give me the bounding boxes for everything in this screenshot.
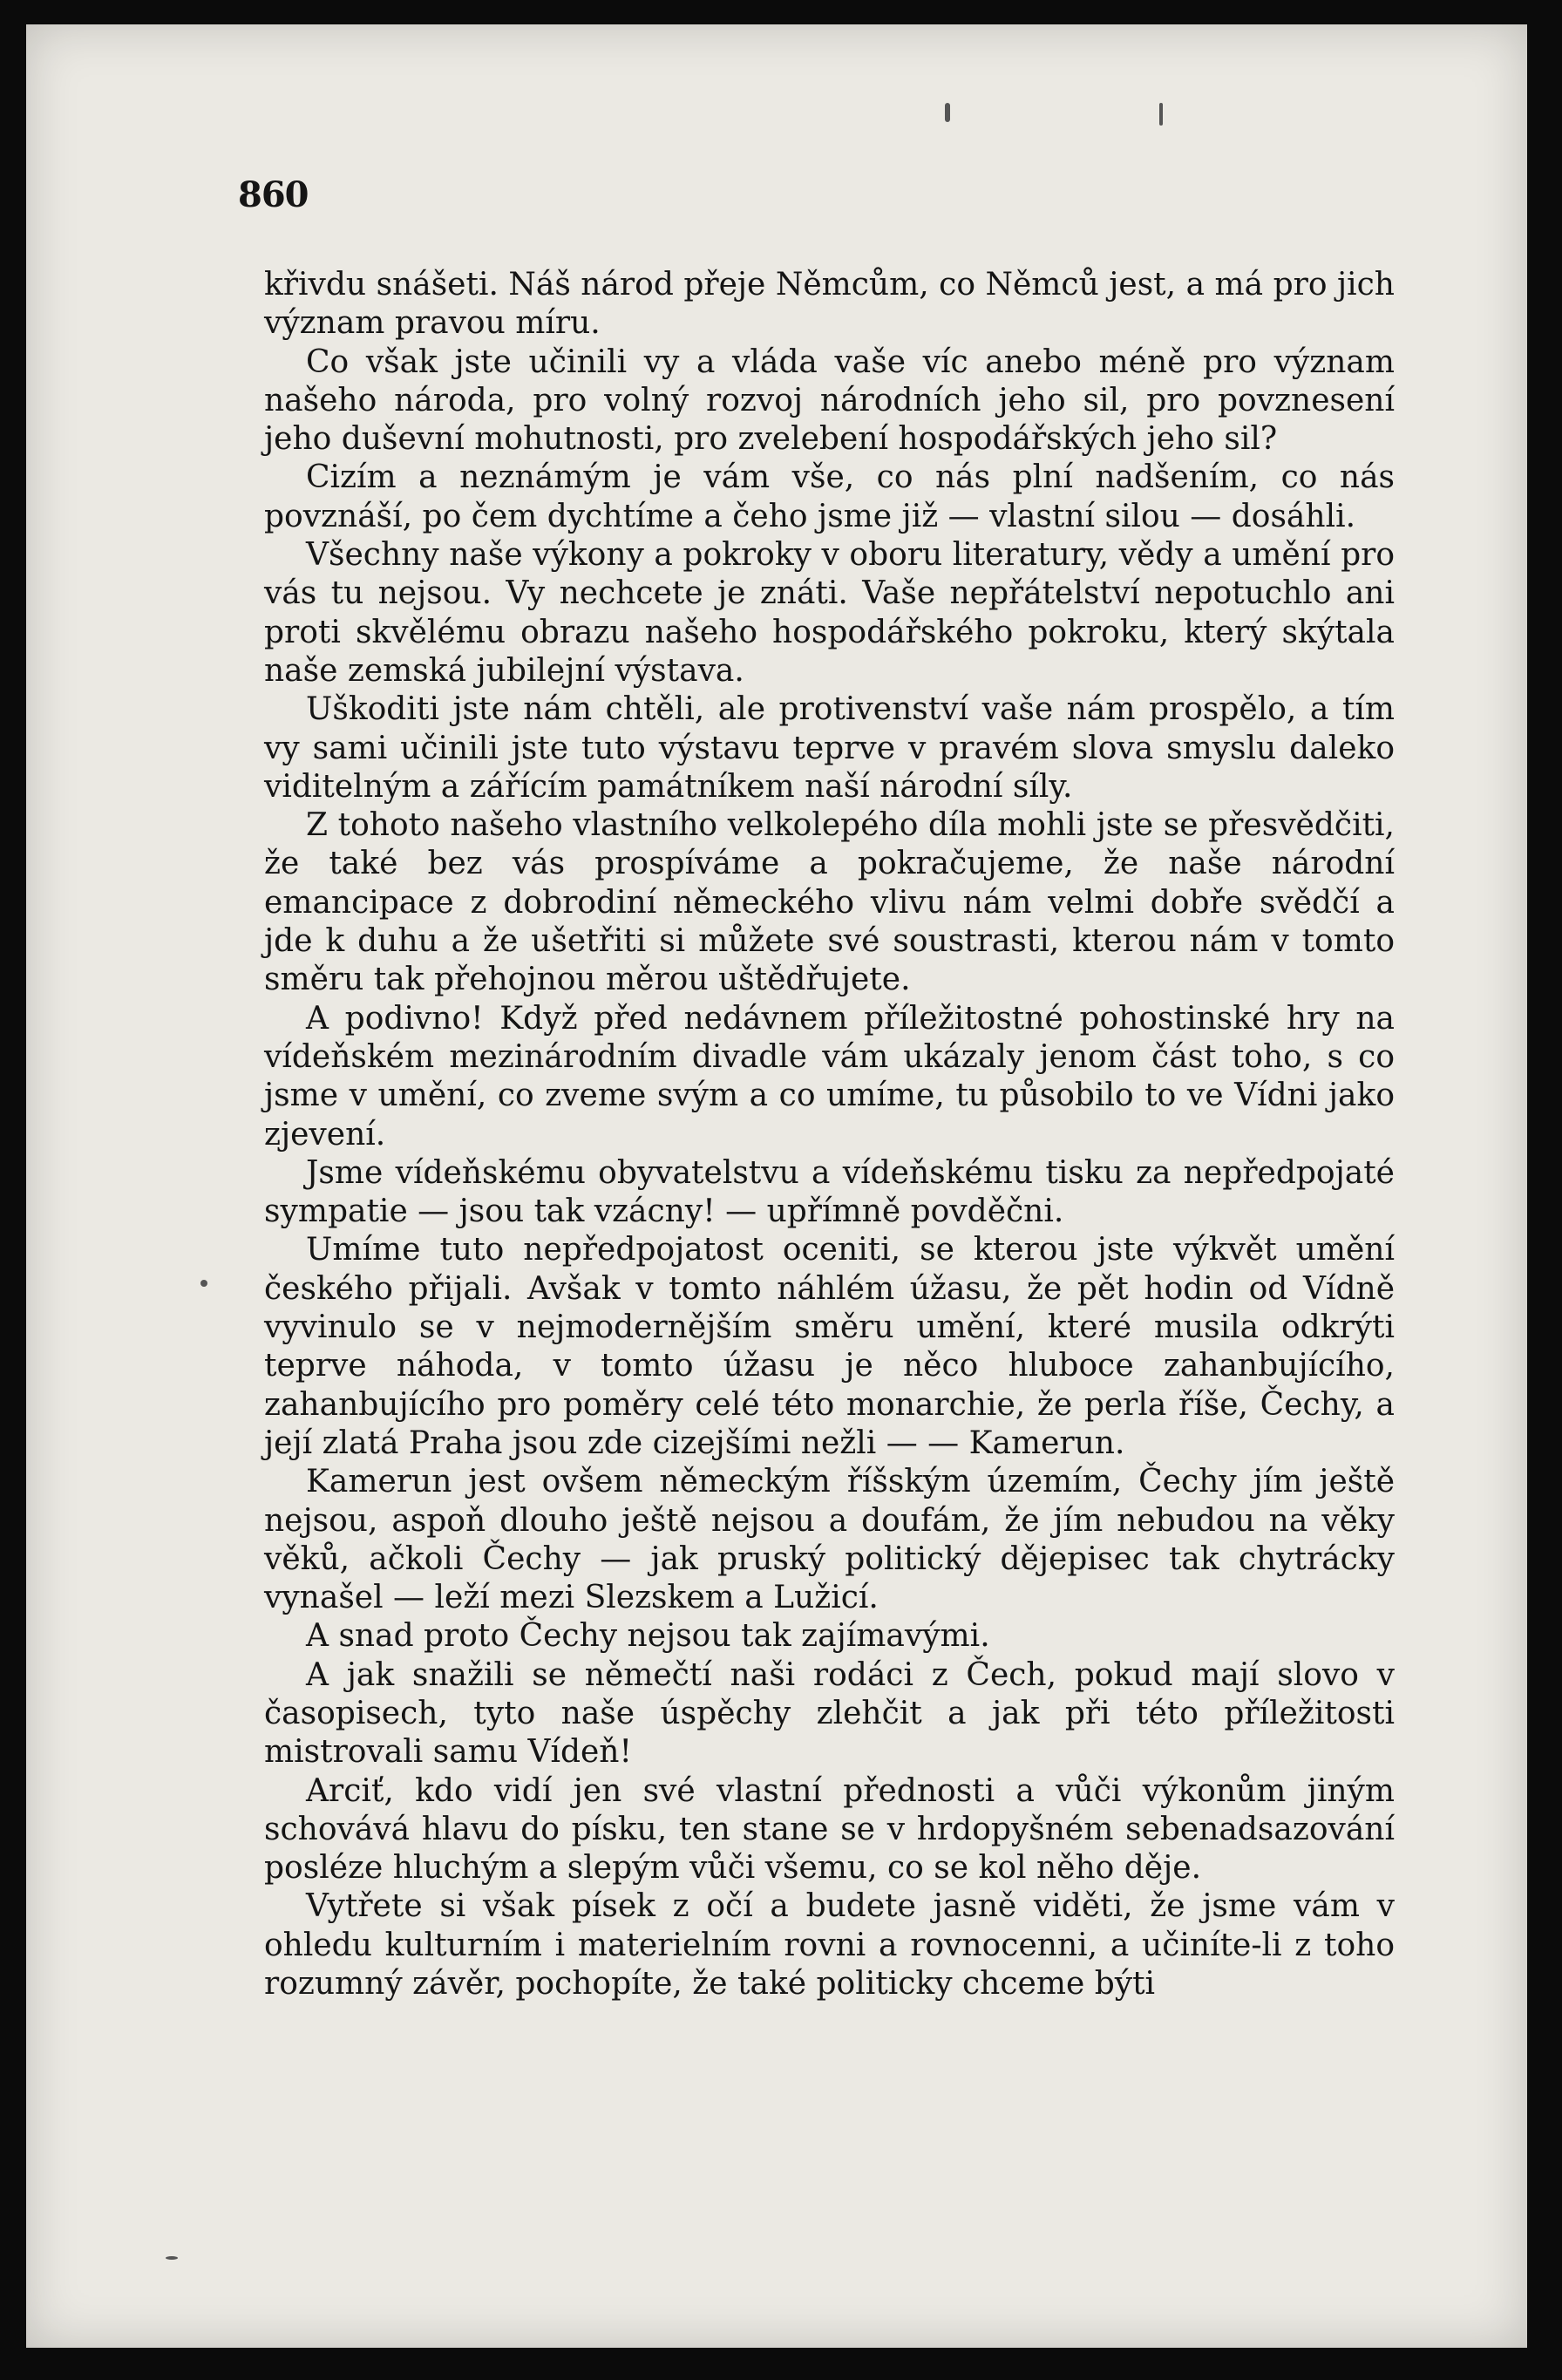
paragraph: Co však jste učinili vy a vláda vaše víc anebo méně pro význam našeho národa, pro volný rozvoj národních jeho sil, pro povznesení jeho duševní mohutnosti, pro zvelebení hospodářských jeho sil? — [264, 343, 1395, 458]
paragraph: Uškoditi jste nám chtěli, ale protivenství vaše nám prospělo, a tím vy sami učinili jste tuto výstavu teprve v pravém slova smyslu daleko viditelným a zářícím památníkem naší národní síly. — [264, 691, 1395, 805]
body-text — [264, 266, 1395, 2003]
paragraph: Arciť, kdo vidí jen své vlastní přednosti a vůči výkonům jiným schovává hlavu do písku, ten stane se v hrdopyšném sebenadsazování posléze hluchým a slepým vůči všemu, co se kol něho děje. — [264, 1772, 1395, 1887]
page-number: 860 — [238, 174, 309, 215]
paragraph: A jak snažili se němečtí naši rodáci z Čech, pokud mají slovo v časopisech, tyto naše úspěchy zlehčit a jak při této příležitosti mistrovali samu Vídeň! — [264, 1656, 1395, 1771]
ink-speck — [166, 2256, 178, 2260]
paragraph: Z tohoto našeho vlastního velkolepého díla mohli jste se přesvědčiti, že také bez vás prospíváme a pokračujeme, že naše národní emancipace z dobrodiní německého vlivu nám velmi dobře svědčí a jde k duhu a že ušetřiti si můžete své soustrasti, kterou nám v tomto směru tak přehojnou měrou uštědřujete. — [264, 807, 1395, 998]
paragraph: Umíme tuto nepředpojatost oceniti, se kterou jste výkvět umění českého přijali. Avšak v tomto náhlém úžasu, že pět hodin od Vídně vyvinulo se v nejmodernějším směru umění, které musila odkrýti teprve náhoda, v tomto úžasu je něco hluboce zahanbujícího, zahanbujícího pro poměry celé této monarchie, že perla říše, Čechy, a její zlatá Praha jsou zde cizejšími nežli — — Kamerun. — [264, 1232, 1395, 1461]
paragraph: Vytřete si však písek z očí a budete jasně viděti, že jsme vám v ohledu kulturním i materielním rovni a rovnocenni, a učiníte-li z toho rozumný závěr, pochopíte, že také politicky chceme býti — [264, 1888, 1395, 2003]
ink-speck — [200, 1280, 207, 1287]
paragraph: Jsme vídeňskému obyvatelstvu a vídeňskému tisku za nepředpojaté sympatie — jsou tak vzácny! — upřímně povděčni. — [264, 1154, 1395, 1230]
paragraph: A podivno! Když před nedávnem příležitostné pohostinské hry na vídeňském mezinárodním divadle vám ukázaly jenom část toho, s co jsme v umění, co zveme svým a co umíme, tu působilo to ve Vídni jako zjevení. — [264, 1000, 1395, 1153]
paragraph: A snad proto Čechy nejsou tak zajímavými. — [306, 1618, 990, 1655]
paragraph: Všechny naše výkony a pokroky v oboru literatury, vědy a umění pro vás tu nejsou. Vy nechcete je znáti. Vaše nepřátelství nepotuchlo ani proti skvělému obrazu našeho hospodářského pokroku, který skýtala naše zemská jubilejní výstava. — [264, 537, 1395, 689]
ink-speck — [1159, 103, 1163, 126]
paragraph: Cizím a neznámým je vám vše, co nás plní nadšením, co nás povznáší, po čem dychtíme a čeho jsme již — vlastní silou — dosáhli. — [264, 459, 1395, 534]
ink-speck — [945, 103, 950, 122]
paragraph: křivdu snášeti. Náš národ přeje Němcům, co Němců jest, a má pro jich význam pravou míru. — [264, 267, 1395, 342]
paragraph: Kamerun jest ovšem německým říšským územím, Čechy jím ještě nejsou, aspoň dlouho ještě nejsou a doufám, že jím nebudou na věky věků, ačkoli Čechy — jak pruský politický dějepisec tak chytrácky vynašel — leží mezi Slezskem a Lužicí. — [264, 1464, 1395, 1616]
